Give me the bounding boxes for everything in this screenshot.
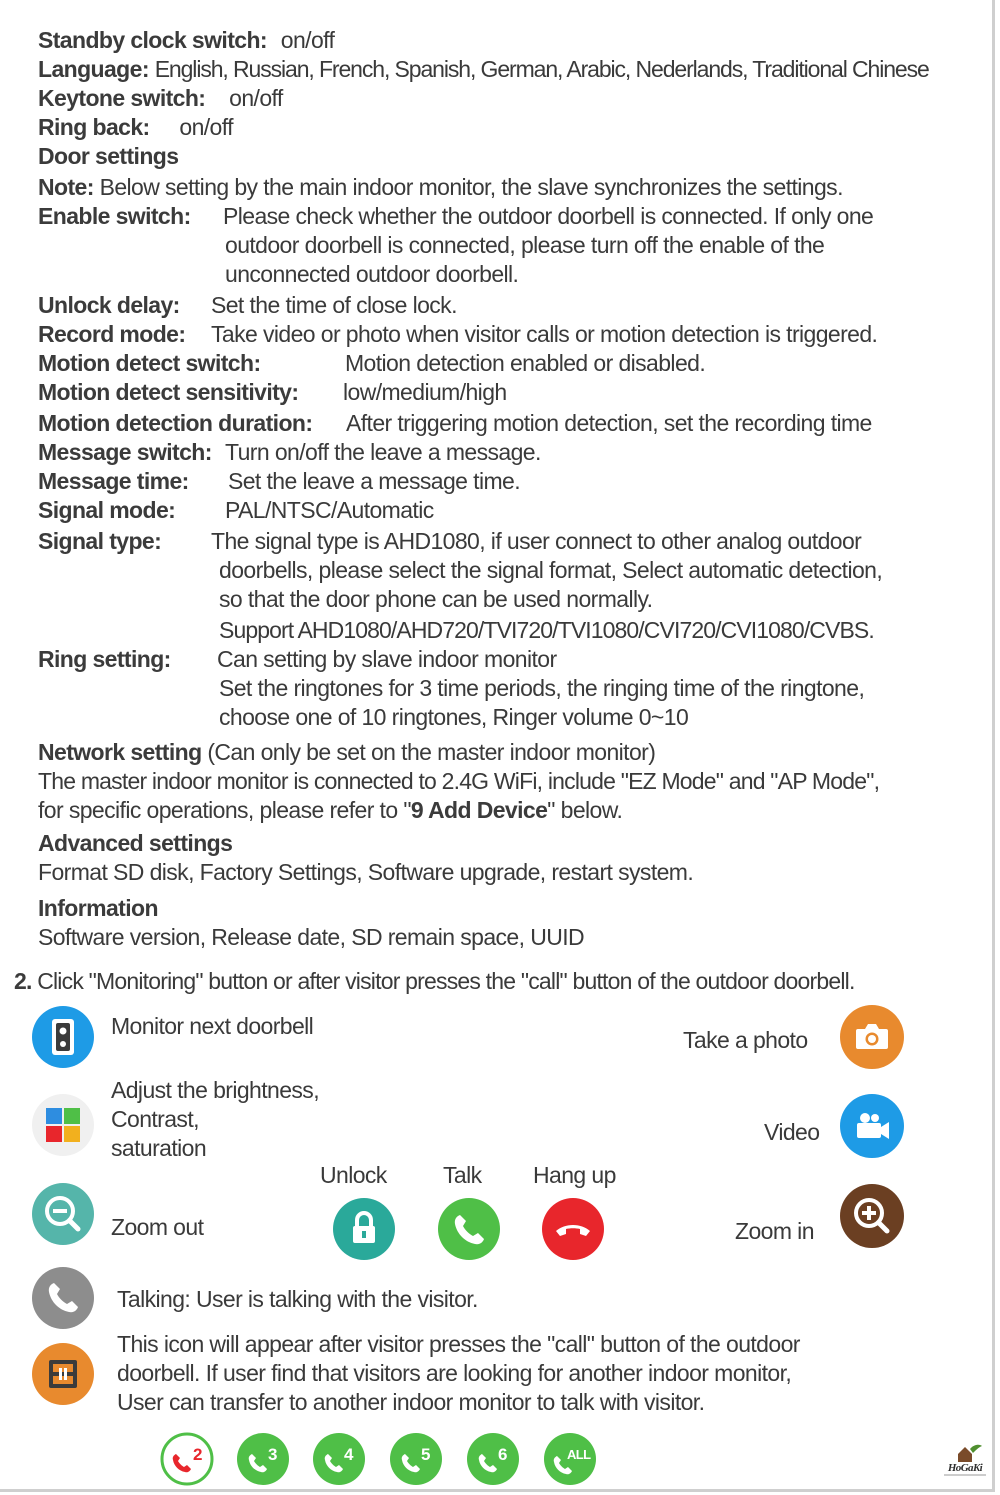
record-mode-label: Record mode: — [38, 321, 186, 347]
transfer-to-5-icon[interactable] — [389, 1432, 443, 1486]
message-time-label: Message time: — [38, 468, 189, 494]
information-heading: Information — [38, 895, 158, 921]
badge-label-2: 2 — [193, 1445, 202, 1464]
unlock-delay-value: Set the time of close lock. — [211, 292, 457, 318]
advanced-heading: Advanced settings — [38, 830, 233, 856]
network-line-2-post: " below. — [547, 797, 623, 823]
language-label: Language: — [38, 56, 149, 82]
signal-type-line-4: Support AHD1080/AHD720/TVI720/TVI1080/CVI720/CVI1080/CVBS. — [219, 617, 874, 643]
transfer-line-3: User can transfer to another indoor monitor to talk with visitor. — [117, 1389, 705, 1415]
keytone-label: Keytone switch: — [38, 85, 206, 111]
standby-row — [38, 26, 334, 55]
message-switch-label: Message switch: — [38, 439, 212, 465]
zoom-out-label: Zoom out — [111, 1214, 204, 1240]
motion-sensitivity-label: Motion detect sensitivity: — [38, 379, 299, 405]
talk-label: Talk — [443, 1162, 482, 1188]
talking-phone-icon — [32, 1267, 94, 1329]
signal-type-line-1: The signal type is AHD1080, if user connect to other analog outdoor — [211, 528, 862, 554]
transfer-to-2-icon[interactable] — [160, 1432, 214, 1486]
network-line-2 — [38, 796, 622, 825]
message-switch-value: Turn on/off the leave a message. — [225, 439, 541, 465]
color-adjust-icon[interactable] — [32, 1094, 94, 1156]
enable-switch-line-2: outdoor doorbell is connected, please turn off the enable of the — [225, 232, 825, 258]
hang-up-icon[interactable] — [542, 1198, 604, 1260]
step-2-row — [14, 967, 855, 996]
badge-label-6: 6 — [498, 1445, 507, 1464]
logo-text: HoGaKi — [947, 1462, 983, 1474]
badge-label-4: 4 — [344, 1445, 353, 1464]
take-photo-label: Take a photo — [683, 1027, 808, 1053]
hang-up-label: Hang up — [533, 1162, 616, 1188]
ring-setting-line-1: Can setting by slave indoor monitor — [217, 646, 557, 672]
transfer-to-all-icon[interactable] — [543, 1432, 597, 1486]
enable-switch-label: Enable switch: — [38, 203, 191, 229]
enable-switch-line-3: unconnected outdoor doorbell. — [225, 261, 519, 287]
ring-setting-label: Ring setting: — [38, 646, 171, 672]
ringback-row — [38, 113, 233, 142]
zoom-out-icon[interactable] — [32, 1183, 94, 1245]
transfer-to-3-icon[interactable] — [236, 1432, 290, 1486]
adjust-line-3: saturation — [111, 1135, 207, 1161]
standby-label: Standby clock switch: — [38, 27, 267, 53]
transfer-to-4-icon[interactable] — [312, 1432, 366, 1486]
video-label: Video — [764, 1119, 820, 1145]
network-line-1: The master indoor monitor is connected to 2.4G WiFi, include "EZ Mode" and "AP Mode", — [38, 768, 880, 794]
record-mode-value: Take video or photo when visitor calls or motion detection is triggered. — [211, 321, 878, 347]
note-text: Below setting by the main indoor monitor, the slave synchronizes the settings. — [99, 174, 843, 200]
zoom-in-icon[interactable] — [840, 1184, 904, 1248]
doorbell-icon[interactable] — [32, 1006, 94, 1068]
zoom-in-label: Zoom in — [735, 1218, 814, 1244]
step-number: 2. — [14, 968, 32, 994]
enable-switch-line-1: Please check whether the outdoor doorbell is connected. If only one — [223, 203, 874, 229]
badge-label-all: ALL — [567, 1447, 591, 1462]
signal-mode-value: PAL/NTSC/Automatic — [225, 497, 434, 523]
adjust-line-1: Adjust the brightness, — [111, 1077, 319, 1103]
transfer-line-1: This icon will appear after visitor presses the "call" button of the outdoor — [117, 1331, 800, 1357]
ringback-value: on/off — [179, 114, 233, 140]
unlock-delay-label: Unlock delay: — [38, 292, 180, 318]
signal-type-label: Signal type: — [38, 528, 162, 554]
note-label: Note: — [38, 174, 94, 200]
motion-switch-label: Motion detect switch: — [38, 350, 261, 376]
step-2-text: Click "Monitoring" button or after visitor presses the "call" button of the outdoor doorbell. — [37, 968, 855, 994]
network-line-2-pre: for specific operations, please refer to " — [38, 797, 411, 823]
adjust-line-2: Contrast, — [111, 1106, 199, 1132]
information-text: Software version, Release date, SD remain space, UUID — [38, 924, 585, 950]
transfer-line-2: doorbell. If user find that visitors are looking for another indoor monitor, — [117, 1360, 792, 1386]
network-heading: Network setting — [38, 739, 202, 765]
badge-label-5: 5 — [421, 1445, 430, 1464]
badge-label-3: 3 — [268, 1445, 277, 1464]
message-time-value: Set the leave a message time. — [228, 468, 520, 494]
keytone-value: on/off — [229, 85, 283, 111]
motion-switch-value: Motion detection enabled or disabled. — [345, 350, 706, 376]
transfer-to-6-icon[interactable] — [466, 1432, 520, 1486]
signal-mode-label: Signal mode: — [38, 497, 176, 523]
standby-value: on/off — [280, 27, 335, 53]
ring-setting-line-3: choose one of 10 ringtones, Ringer volume 0~10 — [219, 704, 689, 730]
motion-sensitivity-value: low/medium/high — [343, 379, 507, 405]
signal-type-line-2: doorbells, please select the signal format, Select automatic detection, — [219, 557, 883, 583]
unlock-icon[interactable] — [333, 1198, 395, 1260]
motion-duration-value: After triggering motion detection, set the recording time — [346, 410, 872, 436]
motion-duration-label: Motion detection duration: — [38, 410, 313, 436]
network-heading-row — [38, 738, 655, 767]
ringback-label: Ring back: — [38, 114, 150, 140]
note-row — [38, 173, 843, 202]
transfer-icon[interactable] — [32, 1343, 94, 1405]
talking-text: Talking: User is talking with the visitor. — [117, 1286, 478, 1312]
network-heading-note: (Can only be set on the master indoor monitor) — [201, 739, 656, 765]
add-device-reference: 9 Add Device — [410, 797, 548, 823]
door-settings-heading: Door settings — [38, 143, 179, 169]
talk-icon[interactable] — [438, 1198, 500, 1260]
signal-type-line-3: so that the door phone can be used normally. — [219, 586, 653, 612]
language-row — [38, 55, 929, 84]
language-value: English, Russian, French, Spanish, German, Arabic, Nederlands, Traditional Chinese — [154, 56, 929, 82]
keytone-row — [38, 84, 283, 113]
video-camera-icon[interactable] — [840, 1094, 904, 1158]
advanced-text: Format SD disk, Factory Settings, Software upgrade, restart system. — [38, 859, 694, 885]
monitor-next-label: Monitor next doorbell — [111, 1013, 314, 1039]
unlock-label: Unlock — [320, 1162, 387, 1188]
ring-setting-line-2: Set the ringtones for 3 time periods, the ringing time of the ringtone, — [219, 675, 865, 701]
camera-icon[interactable] — [840, 1005, 904, 1069]
brand-logo — [940, 1440, 990, 1480]
